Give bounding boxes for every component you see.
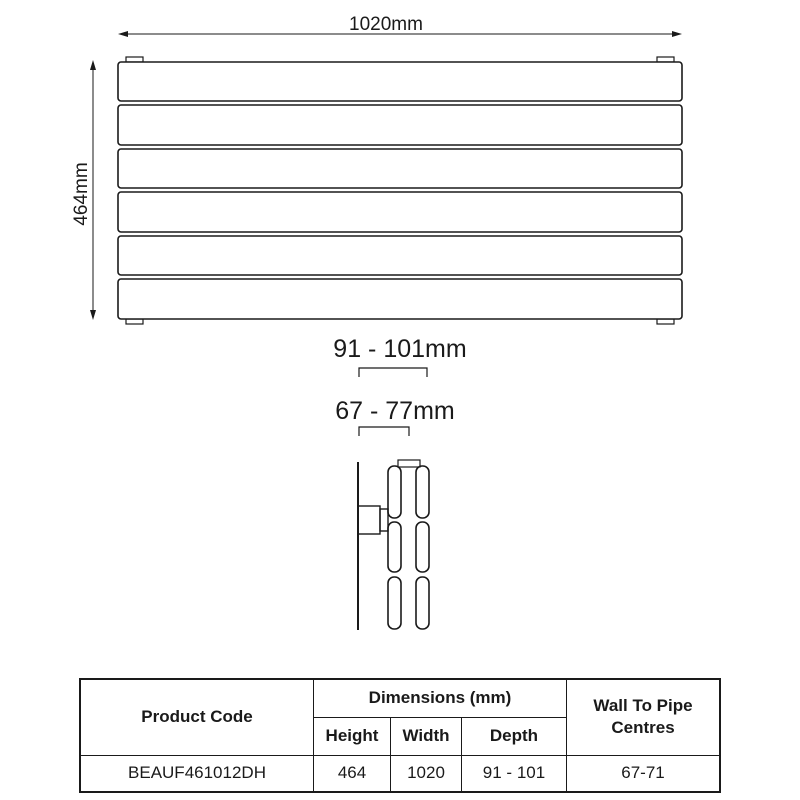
cell-wall-to-pipe: 67-71 [567,755,721,792]
panel [118,149,682,188]
tube [388,522,401,572]
bracket-mount [380,509,388,531]
cell-width: 1020 [391,755,462,792]
wall-bracket [358,506,380,534]
panel [118,62,682,101]
spec-table [79,678,721,793]
cell-height: 464 [314,755,391,792]
panel [118,105,682,145]
table-row [80,755,720,792]
tube [388,466,401,518]
panel [118,236,682,275]
depth-label: 91 - 101mm [333,335,467,363]
tube [416,466,429,518]
radiator-front-view [118,62,682,319]
tube [416,522,429,572]
header-depth: Depth [462,717,567,755]
header-width: Width [391,717,462,755]
radiator-side-view [358,460,429,630]
header-product-code: Product Code [80,679,314,755]
cell-product-code: BEAUF461012DH [80,755,314,792]
pipe-centres-label: 67 - 77mm [335,397,455,425]
tube [416,577,429,629]
header-wall-to-pipe: Wall To Pipe Centres [567,679,721,755]
header-dimensions: Dimensions (mm) [314,679,567,717]
header-height: Height [314,717,391,755]
tube [388,577,401,629]
pipe-centres-bracket [359,427,409,436]
cell-depth: 91 - 101 [462,755,567,792]
top-cap [398,460,420,467]
panel [118,279,682,319]
depth-bracket [359,368,427,377]
panel [118,192,682,232]
height-label: 464mm [71,162,92,226]
width-label: 1020mm [349,14,423,35]
